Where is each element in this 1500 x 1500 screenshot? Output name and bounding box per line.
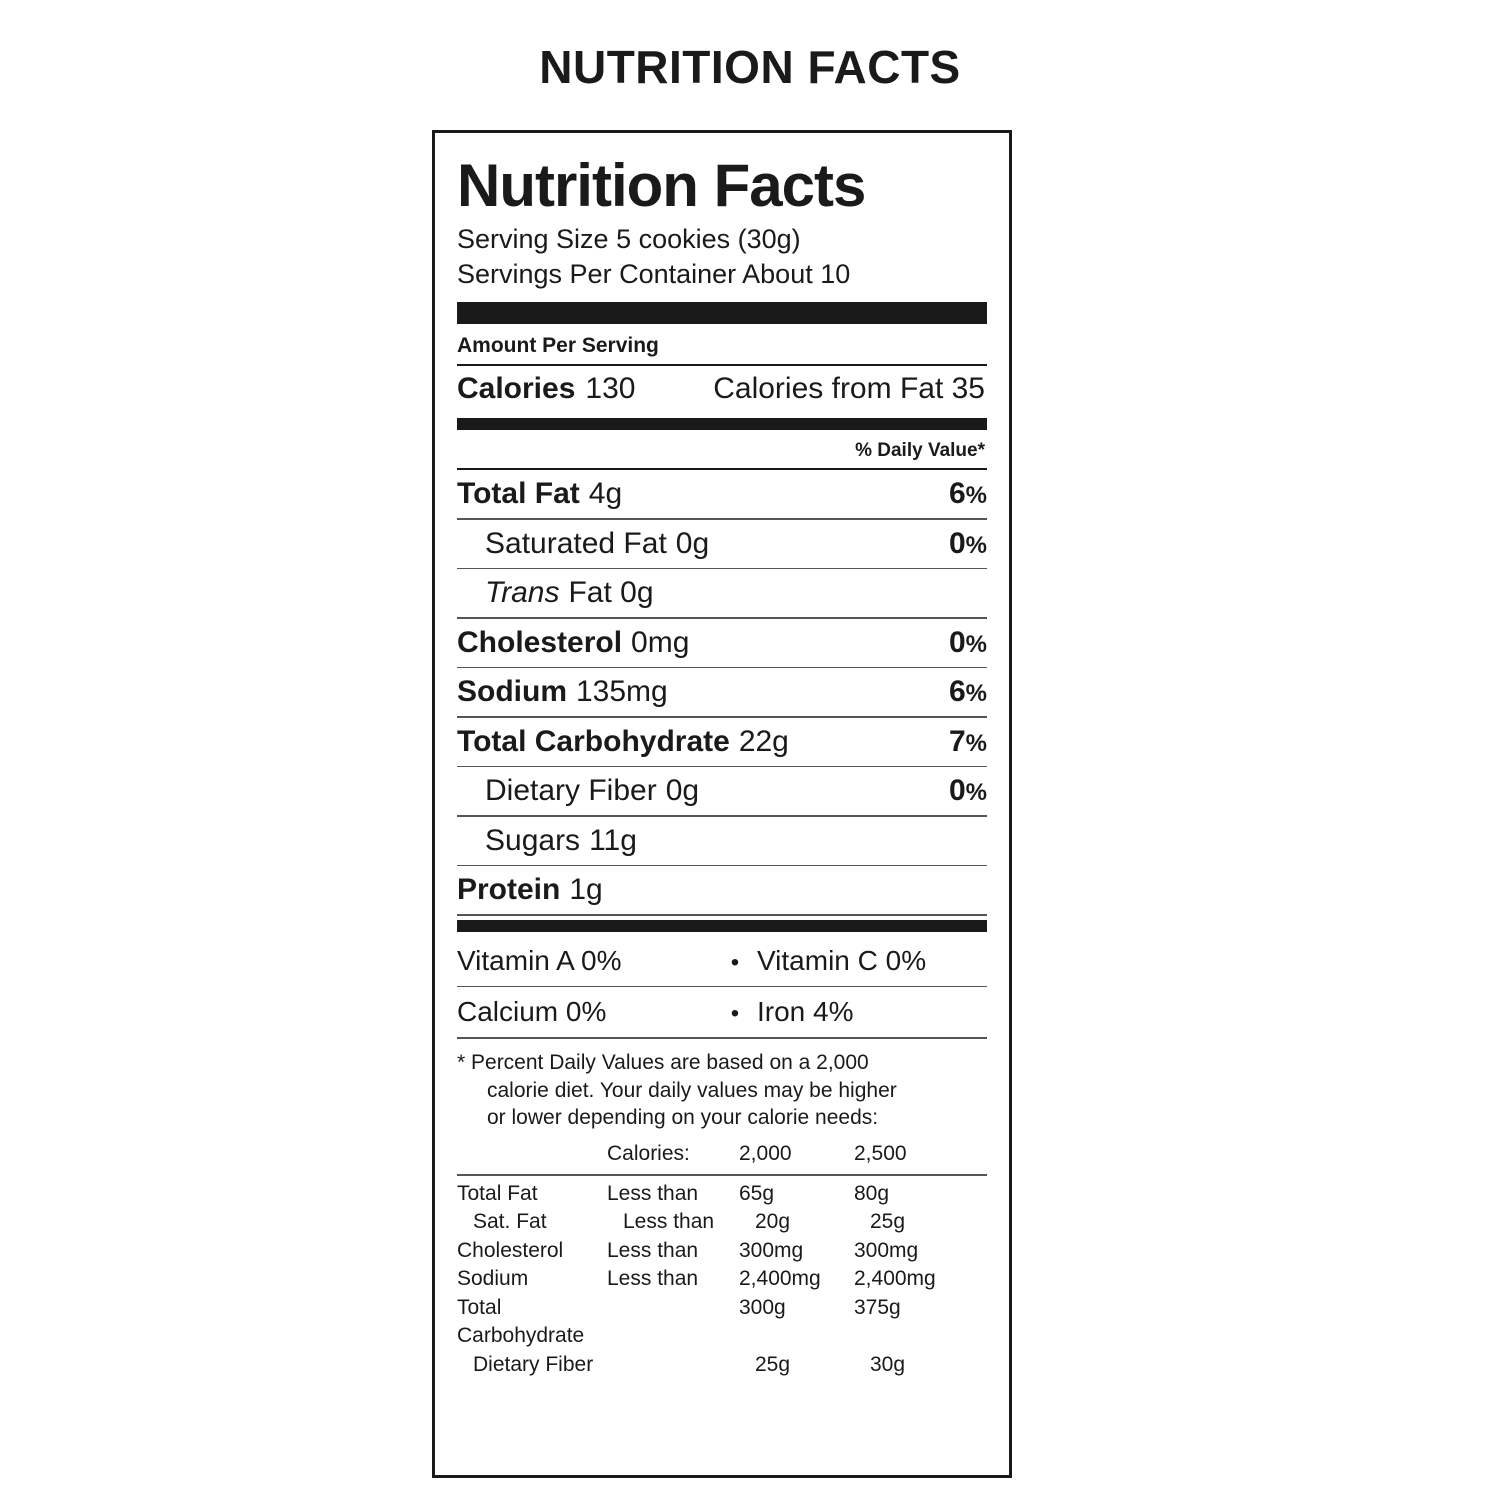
nutrient-amount: 4g	[588, 477, 623, 511]
vitamin-row	[457, 987, 987, 1037]
dv-value-2500: 30g	[870, 1352, 906, 1376]
dv-nutrient: Total Fat	[457, 1181, 538, 1205]
nutrient-name: Cholesterol	[457, 625, 623, 659]
dv-table-calories-label: Calories:	[607, 1142, 690, 1166]
nutrient-name: Dietary Fiber	[485, 774, 657, 808]
nutrient-row	[457, 619, 987, 667]
dv-value-2000: 300g	[739, 1295, 786, 1319]
amount-per-serving-label: Amount Per Serving	[457, 334, 659, 358]
nutrient-amount: 0g	[665, 774, 700, 808]
divider-thick-top	[457, 302, 987, 324]
nutrient-amount: 0mg	[631, 625, 690, 659]
nutrient-percent: 6%	[948, 477, 987, 511]
footnote-line-2: calorie diet. Your daily values may be higher	[487, 1078, 897, 1102]
dv-table-row	[457, 1208, 987, 1237]
calories-from-fat: Calories from Fat 35	[713, 372, 985, 406]
daily-value-header: % Daily Value*	[855, 440, 985, 462]
nutrient-amount: 0g	[675, 526, 710, 560]
nutrient-percent: 0%	[948, 774, 987, 808]
dv-qualifier: Less than	[623, 1210, 715, 1234]
divider-mid-calories	[457, 418, 987, 430]
dv-table-row	[457, 1294, 987, 1351]
divider-mid-protein	[457, 920, 987, 932]
dv-table-col-2000: 2,000	[739, 1142, 792, 1166]
dv-nutrient: Sodium	[457, 1267, 529, 1291]
vitamin-left: Calcium 0%	[457, 996, 607, 1028]
vitamin-row	[457, 936, 987, 986]
dv-table-row	[457, 1237, 987, 1266]
dv-value-2500: 375g	[854, 1295, 901, 1319]
dv-value-2500: 80g	[854, 1181, 890, 1205]
bullet-icon: •	[730, 1000, 740, 1028]
nutrient-name: Total Carbohydrate	[457, 724, 730, 758]
footnote-line-3: or lower depending on your calorie needs:	[487, 1106, 879, 1130]
dv-value-2000: 65g	[739, 1181, 775, 1205]
nutrient-list	[457, 470, 987, 916]
nutrient-row	[457, 866, 987, 914]
dv-qualifier: Less than	[607, 1181, 699, 1205]
serving-size: Serving Size 5 cookies (30g)	[457, 224, 801, 255]
nutrient-amount: 1g	[569, 873, 603, 907]
dv-value-2500: 2,400mg	[854, 1267, 936, 1291]
nutrition-facts-panel	[432, 130, 1012, 1478]
nutrient-row-divider	[457, 914, 987, 916]
dv-value-2500: 25g	[870, 1210, 906, 1234]
nutrient-name: Sugars	[485, 823, 581, 857]
nutrient-amount: 135mg	[576, 675, 668, 709]
nutrient-row	[457, 817, 987, 865]
nutrient-name: Trans	[485, 576, 560, 610]
page-title: NUTRITION FACTS	[539, 41, 961, 93]
dv-table-col-2500: 2,500	[854, 1142, 907, 1166]
nutrient-percent: 6%	[948, 675, 987, 709]
dv-qualifier: Less than	[607, 1238, 699, 1262]
nutrient-amount: 22g	[738, 724, 789, 758]
dv-value-2000: 2,400mg	[739, 1267, 821, 1291]
bullet-icon: •	[730, 948, 740, 976]
vitamin-list	[457, 936, 987, 1039]
dv-table-row	[457, 1180, 987, 1209]
dv-table-row	[457, 1351, 987, 1380]
servings-per-container: Servings Per Container About 10	[457, 259, 851, 290]
nutrient-amount: 11g	[589, 823, 637, 857]
nutrient-row	[457, 569, 987, 617]
vitamin-right: Vitamin C 0%	[757, 944, 927, 976]
nutrient-name: Saturated Fat	[485, 526, 667, 560]
nutrient-row	[457, 470, 987, 518]
nutrient-row	[457, 767, 987, 815]
dv-value-2000: 300mg	[739, 1238, 804, 1262]
nutrient-name: Sodium	[457, 675, 567, 709]
dv-qualifier: Less than	[607, 1267, 699, 1291]
nutrient-row	[457, 668, 987, 716]
calories-label: Calories	[457, 372, 576, 406]
nutrient-row	[457, 718, 987, 766]
nutrient-row	[457, 520, 987, 568]
dv-value-2500: 300mg	[854, 1238, 919, 1262]
vitamin-right: Iron 4%	[757, 996, 854, 1028]
nutrient-name: Protein	[457, 873, 561, 907]
nutrient-amount: Fat 0g	[568, 576, 654, 610]
dv-nutrient: Total Carbohydrate	[457, 1295, 585, 1348]
dv-nutrient: Cholesterol	[457, 1238, 564, 1262]
nutrient-percent: 0%	[948, 526, 987, 560]
calories-value: 130	[585, 372, 636, 406]
dv-table-row	[457, 1265, 987, 1294]
nutrition-facts-title: Nutrition Facts	[457, 152, 866, 219]
dv-value-2000: 20g	[755, 1210, 791, 1234]
dv-value-2000: 25g	[755, 1352, 791, 1376]
vitamin-left: Vitamin A 0%	[457, 944, 622, 976]
footnote-block	[457, 1039, 987, 1136]
dv-reference-table	[457, 1176, 987, 1380]
calories-row	[457, 366, 987, 414]
dv-qualifier	[623, 1351, 755, 1380]
dv-nutrient: Sat. Fat	[473, 1210, 547, 1234]
nutrient-percent: 7%	[948, 724, 987, 758]
nutrient-name: Total Fat	[457, 477, 580, 511]
dv-nutrient: Dietary Fiber	[473, 1352, 594, 1376]
dv-table-header	[457, 1136, 987, 1174]
nutrient-percent: 0%	[948, 625, 987, 659]
footnote-line-1: * Percent Daily Values are based on a 2,000	[457, 1050, 869, 1074]
dv-qualifier	[607, 1294, 739, 1351]
